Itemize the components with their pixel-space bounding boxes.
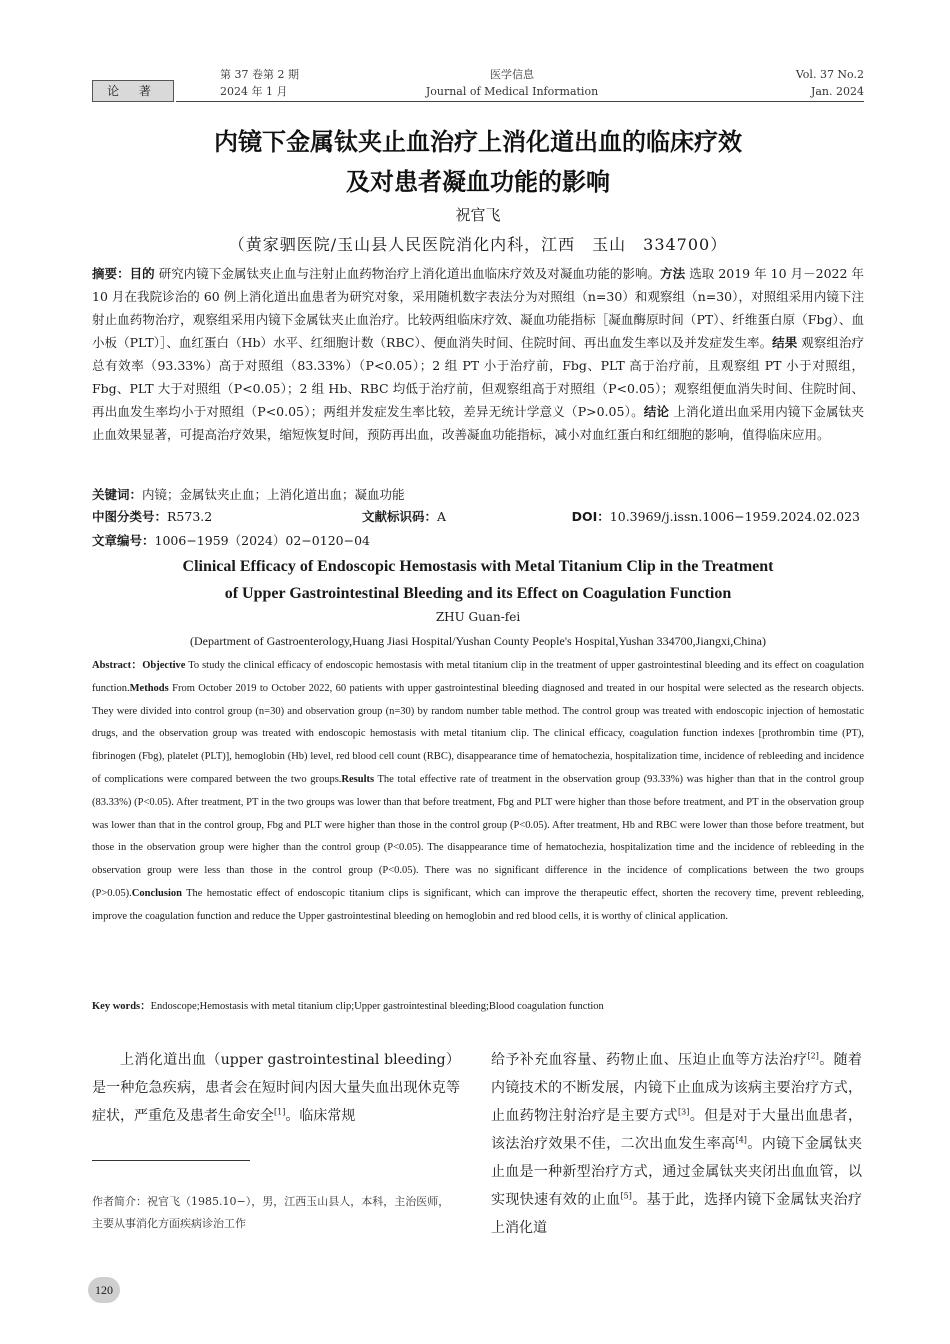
- journal-name-cn: 医学信息: [490, 68, 534, 81]
- objective-cn: 研究内镜下金属钛夹止血与注射止血药物治疗上消化道出血临床疗效及对凝血功能的影响。: [158, 266, 661, 281]
- document-code: [362, 506, 446, 528]
- date-en: Jan. 2024: [810, 85, 864, 98]
- methods-cn: 选取 2019 年 10 月－2022 年 10 月在我院诊治的 60 例上消化道出血患者为研究对象，采用随机数字表法分为对照组（n=30）和观察组（n=30），对照组采用内镜下注射止血药物治疗，观察组采用内镜下金属钛夹止血治疗。比较两组临床疗效、凝血功能指标［凝血酶原时间（PT）、纤维蛋白原（Fbg）、血小板（PLT）］、血红蛋白（Hb）水平、红细胞计数（RBC）、便血消失时间、住院时间、再出血发生率以及并发症发生率。: [92, 266, 864, 350]
- citation-3[interactable]: [3]: [678, 1107, 690, 1117]
- article-number-label: 文章编号：: [92, 533, 155, 548]
- keywords-en-text: Endoscope;Hemostasis with metal titanium clip;Upper gastrointestinal bleeding;Blood coagulation function: [150, 1001, 604, 1012]
- body-right-text-4: 。内镜下金属钛夹止血是一种新型治疗方式，通过金属钛夹夹闭出血血管，以实现快速有效的止血: [491, 1136, 863, 1208]
- page-number: 120: [88, 1277, 120, 1303]
- title-cn-line2: 及对患者凝血功能的影响: [346, 168, 610, 196]
- body-right-text-2: 。随着内镜技术的不断发展，内镜下止血成为该病主要治疗方式，止血药物注射治疗是主要方式: [491, 1052, 863, 1124]
- conclusion-cn-label: 结论: [643, 404, 670, 419]
- citation-5[interactable]: [5]: [620, 1191, 632, 1201]
- abstract-cn: [92, 262, 864, 446]
- body-right-text-3: 。但是对于大量出血患者，该法治疗效果不佳，二次出血发生率高: [491, 1108, 863, 1152]
- journal-name-en: Journal of Medical Information: [425, 85, 599, 98]
- journal-header: [92, 64, 864, 102]
- header-rule: [176, 101, 864, 102]
- issue-info-cn: [220, 66, 299, 100]
- conclusion-en: The hemostatic effect of endoscopic titanium clips is significant, which can improve the therapeutic effect, shorten the recovery time, prevent rebleeding, improve the coagulation function and reduce the Upper gastrointestinal bleeding on hemoglobin and red blood cells, it is worthy of clinical application.: [92, 887, 864, 922]
- conclusion-cn: 上消化道出血采用内镜下金属钛夹止血效果显著，可提高治疗效果，缩短恢复时间，预防再出血，改善凝血功能指标，减小对血红蛋白和红细胞的影响，值得临床应用。: [92, 404, 864, 442]
- clc-label: 中图分类号：: [92, 509, 168, 524]
- keywords-en: [92, 996, 864, 1018]
- title-cn-line1: 内镜下金属钛夹止血治疗上消化道出血的临床疗效: [214, 128, 742, 156]
- body-left-text: 上消化道出血（upper gastrointestinal bleeding）是一种危急疾病，患者会在短时间内因大量失血出现休克等症状，严重危及患者生命安全: [92, 1052, 460, 1124]
- keywords-cn: [92, 483, 864, 506]
- body-right-text-5: 。基于此，选择内镜下金属钛夹治疗上消化道: [491, 1192, 863, 1236]
- document-code-value: A: [437, 509, 447, 524]
- results-cn: 观察组治疗总有效率（93.33%）高于对照组（83.33%）（P<0.05）；2 组 PT 小于治疗前，Fbg、PLT 高于治疗前，且观察组 PT 小于对照组，Fbg、PLT 大于对照组（P<0.05）；2 组 Hb、RBC 均低于治疗前，但观察组高于对照组（P<0.05）；观察组便血消失时间、住院时间、再出血发生率均小于对照组（P<0.05）；两组并发症发生率比较，差异无统计学意义（P>0.05）。: [92, 335, 864, 419]
- doi-label: DOI：: [571, 509, 610, 524]
- volume-cn: 第 37 卷第 2 期: [220, 68, 299, 81]
- journal-name: [402, 66, 622, 100]
- affiliation-en: (Department of Gastroenterology,Huang Jiasi Hospital/Yushan County People's Hospital,Yushan 334700,Jiangxi,China): [190, 634, 766, 648]
- date-cn: 2024 年 1 月: [220, 85, 288, 98]
- author-footnote: 作者简介：祝官飞（1985.10−），男，江西玉山县人，本科，主治医师，主要从事消化方面疾病诊治工作: [92, 1195, 450, 1230]
- abstract-cn-label: 摘要：: [92, 266, 130, 281]
- keywords-cn-label: 关键词：: [92, 487, 143, 502]
- citation-1[interactable]: [1]: [274, 1107, 286, 1117]
- methods-en: From October 2019 to October 2022, 60 patients with upper gastrointestinal bleeding diagnosed and treated in our hospital were selected as the research objects. They were divided into control group (n=30) and observation group (n=30) by random number table method. The control group was treated with endoscopic injection of hemostatic drugs, and the observation group was treated with endoscopic hemostasis with metal titanium clip. The clinical efficacy, coagulation function indexes [prothrombin time (PT), fibrinogen (Fbg), platelet (PLT)], hemoglobin (Hb) level, red blood cell count (RBC), disappearance time of hematochezia, hospitalization time, incidence of rebleeding and incidence of complications were compared between the two groups.: [92, 682, 864, 785]
- methods-cn-label: 方法: [660, 266, 686, 281]
- body-left-column: [92, 1046, 460, 1130]
- document-code-label: 文献标识码：: [362, 509, 438, 524]
- affiliation-cn: （黄家驷医院/玉山县人民医院消化内科，江西 玉山 334700）: [228, 235, 728, 254]
- objective-cn-label: 目的: [129, 266, 155, 281]
- abstract-en: [92, 655, 864, 929]
- clc-value: R573.2: [167, 509, 213, 524]
- footnote-rule: [92, 1160, 250, 1161]
- volume-en: Vol. 37 No.2: [795, 68, 864, 81]
- section-tag: 论 著: [92, 80, 174, 102]
- keywords-cn-text: 内镜；金属钛夹止血；上消化道出血；凝血功能: [142, 487, 405, 502]
- citation-4[interactable]: [4]: [735, 1135, 747, 1145]
- keywords-en-label: Key words：: [92, 1001, 151, 1012]
- methods-en-label: Methods: [129, 682, 169, 694]
- body-right-text-1: 给予补充血容量、药物止血、压迫止血等方法治疗: [491, 1052, 808, 1068]
- body-right-column: [491, 1046, 862, 1242]
- abstract-en-label: Abstract：: [92, 660, 143, 671]
- article-number-value: 1006−1959（2024）02−0120−04: [154, 533, 370, 548]
- doi-value: 10.3969/j.issn.1006−1959.2024.02.023: [609, 509, 860, 524]
- results-en: The total effective rate of treatment in the observation group (93.33%) was higher than that in the control group (83.33%) (P<0.05). After treatment, PT in the two groups was lower than that before treatment, Fbg and PLT were higher than those before treatment, and PT in the observation group was lower than that in the control group, Fbg and PLT were higher than those in the control group (P<0.05). After treatment, Hb and RBC were lower than those before treatment, but those in the observation group were higher than the control group (P<0.05). The disappearance time of hematochezia, hospitalization time and the incidence of rebleeding in the observation group were less than those in the control group (P<0.05). There was no significant difference in the incidence of complications between the two groups (P>0.05).: [92, 773, 865, 899]
- conclusion-en-label: Conclusion: [131, 887, 182, 899]
- objective-en-label: Objective: [142, 660, 186, 671]
- classification-row: [92, 506, 864, 528]
- objective-en: To study the clinical efficacy of endoscopic hemostasis with metal titanium clip in the treatment of upper gastrointestinal bleeding and its effect on coagulation function.: [92, 660, 865, 694]
- citation-2[interactable]: [2]: [807, 1051, 819, 1061]
- issue-info-en: [796, 66, 864, 100]
- author-en: ZHU Guan-fei: [435, 610, 521, 624]
- doi: [572, 506, 860, 528]
- article-number-row: [92, 530, 864, 552]
- results-cn-label: 结果: [772, 335, 798, 350]
- title-en-line1: Clinical Efficacy of Endoscopic Hemostasis with Metal Titanium Clip in the Treatment: [182, 558, 774, 575]
- body-left-tail: 。临床常规: [285, 1108, 356, 1124]
- clc-code: [92, 509, 212, 524]
- title-en-line2: of Upper Gastrointestinal Bleeding and its Effect on Coagulation Function: [224, 585, 732, 602]
- results-en-label: Results: [341, 773, 375, 785]
- author-cn: 祝官飞: [455, 206, 501, 224]
